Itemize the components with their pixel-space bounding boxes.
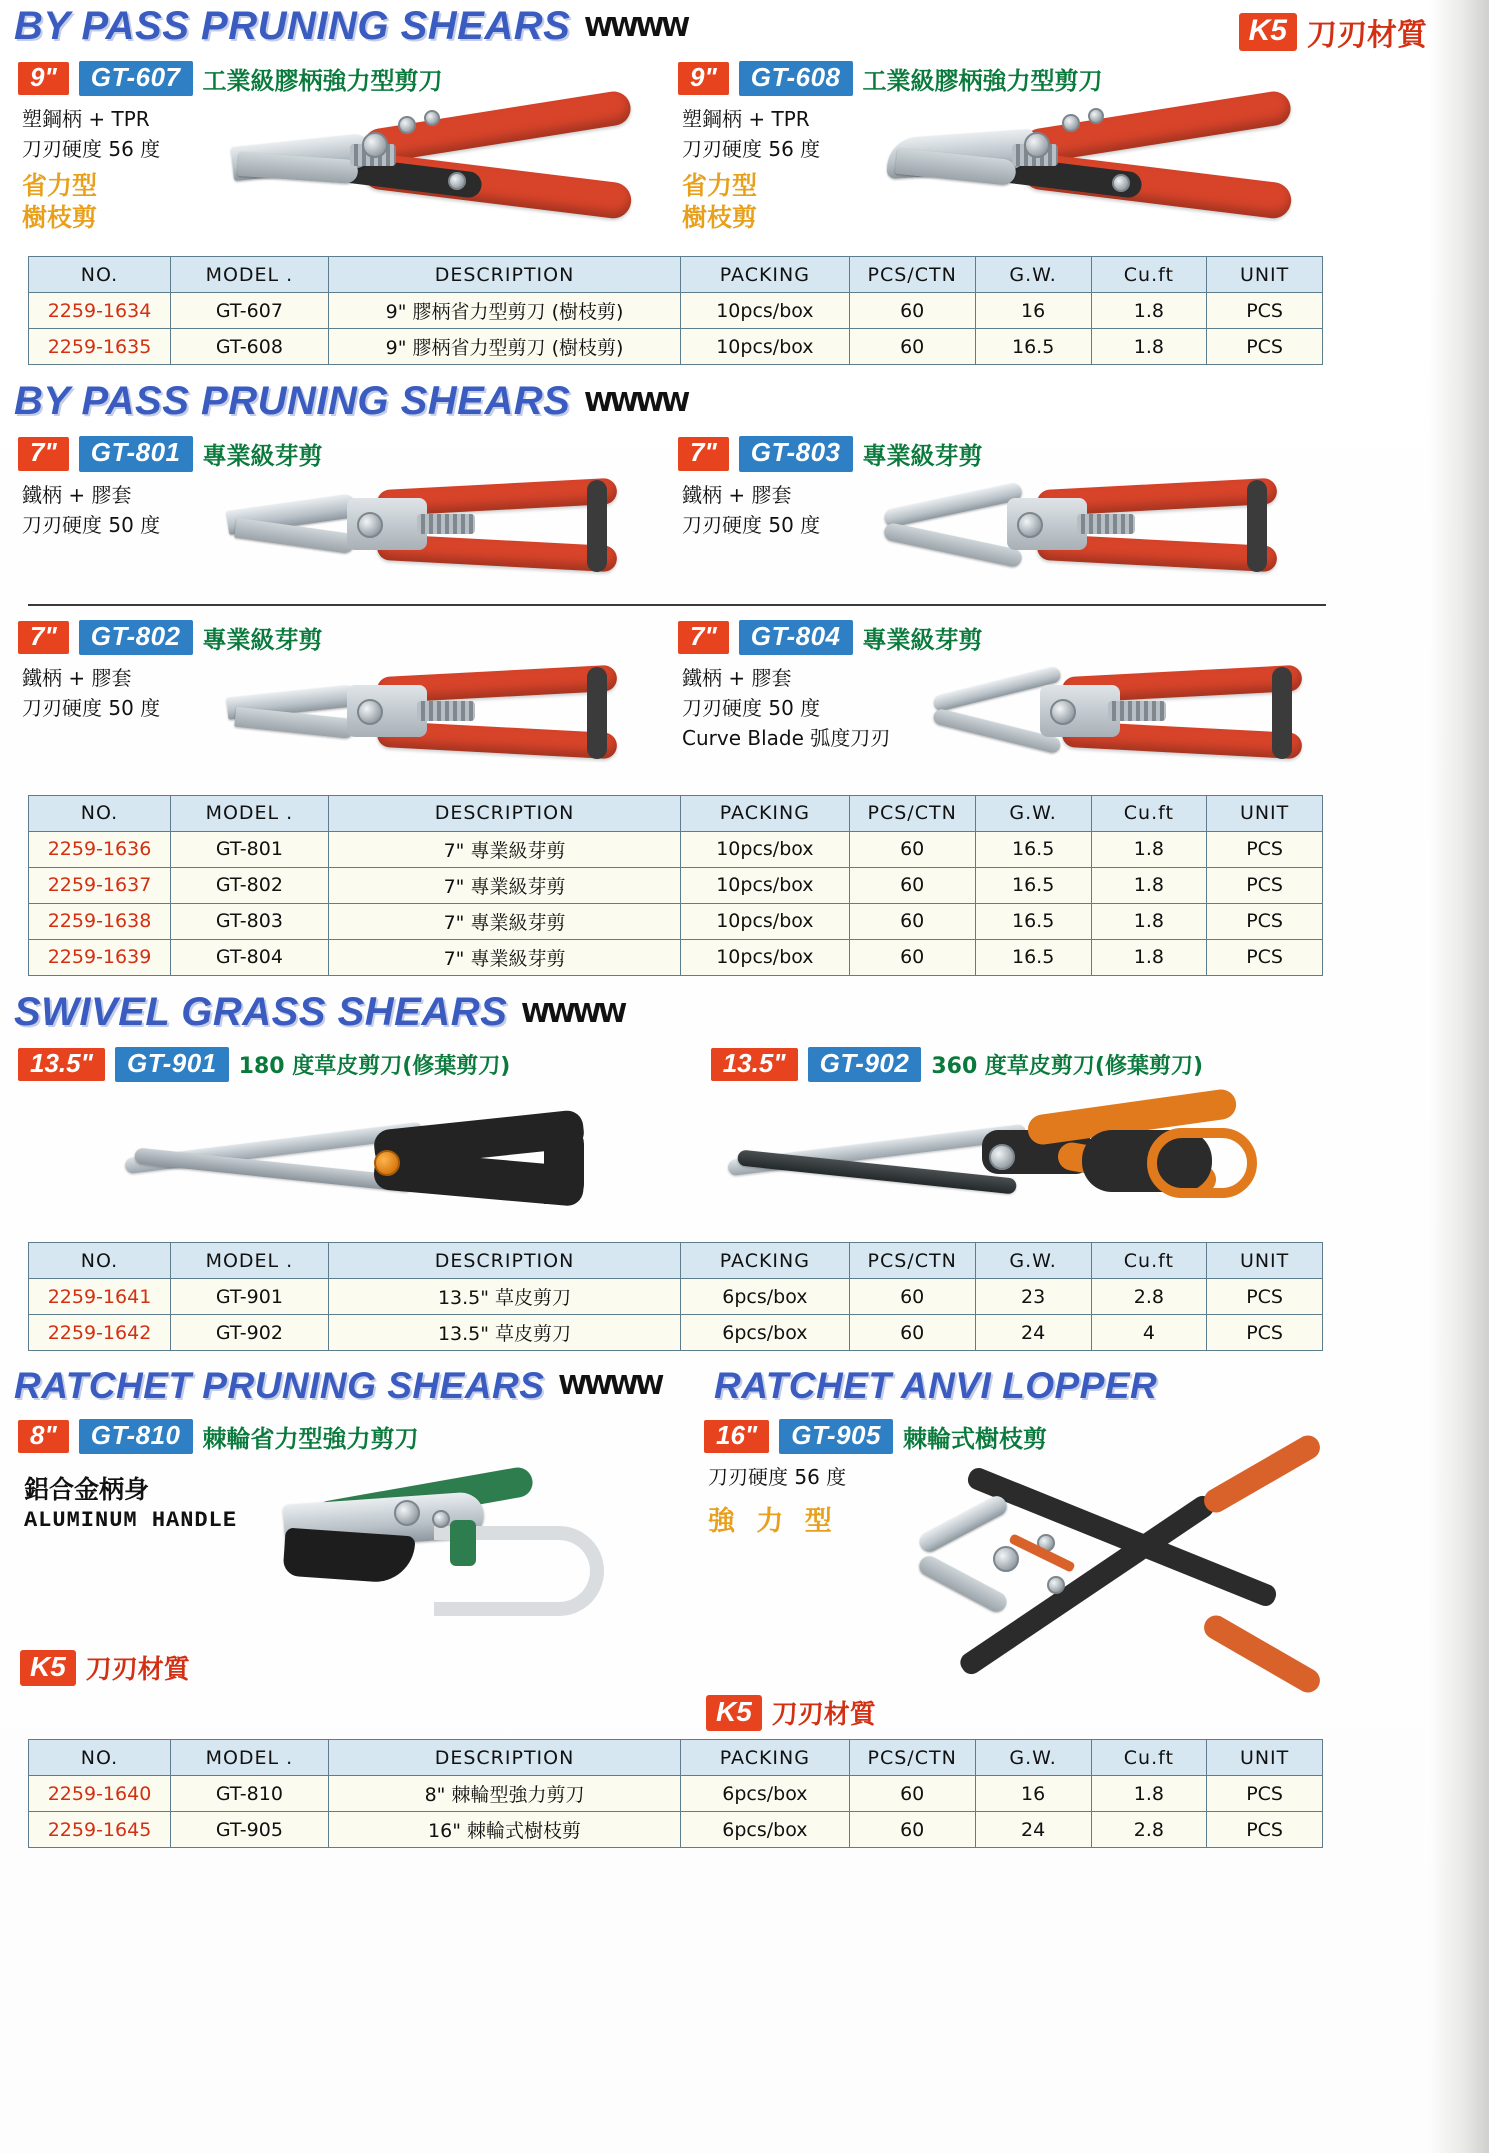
cell-packing: 6pcs/box — [681, 1812, 849, 1848]
product-image-gt-801 — [217, 474, 647, 594]
table-row — [29, 293, 1323, 329]
product-gt-905 — [700, 1413, 1340, 1731]
cell-cuft: 2.8 — [1091, 1279, 1207, 1315]
table-row — [29, 939, 1323, 975]
th-pcs-ctn: PCS/CTN — [849, 1740, 975, 1776]
table-row — [29, 1315, 1323, 1351]
product-columns — [14, 1413, 1340, 1731]
size-badge: 7" — [18, 437, 69, 470]
cell-model: GT-804 — [171, 939, 329, 975]
product-image-gt-607 — [212, 98, 642, 248]
cell-unit: PCS — [1207, 903, 1323, 939]
cell-no: 2259-1635 — [29, 329, 171, 365]
cell-unit: PCS — [1207, 1279, 1323, 1315]
model-badge: GT-608 — [739, 61, 853, 96]
size-badge: 7" — [678, 437, 729, 470]
cell-pcs: 60 — [849, 1776, 975, 1812]
cell-pcs: 60 — [849, 831, 975, 867]
cell-pcs: 60 — [849, 293, 975, 329]
model-badge: GT-902 — [808, 1047, 922, 1082]
size-badge: 7" — [18, 621, 69, 654]
product-badges — [678, 436, 1334, 471]
spec-line: 鐵柄 + 膠套 — [22, 665, 132, 690]
model-description: 棘輪式樹枝剪 — [902, 1425, 1047, 1454]
th-no: NO. — [29, 1243, 171, 1279]
product-badges — [18, 436, 674, 471]
model-badge: GT-810 — [79, 1419, 193, 1454]
cell-no: 2259-1637 — [29, 867, 171, 903]
cell-pcs: 60 — [849, 1315, 975, 1351]
product-gt-810 — [14, 1413, 700, 1731]
section-heading — [14, 379, 1340, 424]
aluminum-handle-caption — [24, 1470, 254, 1641]
th-no: NO. — [29, 1740, 171, 1776]
product-image-gt-810 — [254, 1456, 684, 1641]
th-model: MODEL . — [171, 795, 329, 831]
model-description: 專業級芽剪 — [862, 442, 983, 471]
th-description: DESCRIPTION — [328, 257, 680, 293]
cell-model: GT-902 — [171, 1315, 329, 1351]
cell-model: GT-810 — [171, 1776, 329, 1812]
cell-cuft: 2.8 — [1091, 1812, 1207, 1848]
th-gw: G.W. — [975, 795, 1091, 831]
cell-model: GT-905 — [171, 1812, 329, 1848]
table-header-row — [29, 795, 1323, 831]
th-unit: UNIT — [1207, 257, 1323, 293]
size-badge: 9" — [678, 62, 729, 95]
spec-line: 刀刃硬度 56 度 — [22, 137, 161, 162]
th-description: DESCRIPTION — [328, 1243, 680, 1279]
th-gw: G.W. — [975, 1740, 1091, 1776]
product-badges — [678, 620, 1334, 655]
model-badge: GT-607 — [79, 61, 193, 96]
cell-packing: 6pcs/box — [681, 1315, 849, 1351]
cell-packing: 10pcs/box — [681, 867, 849, 903]
cell-model: GT-803 — [171, 903, 329, 939]
spec-line: 塑鋼柄 + TPR — [682, 107, 810, 132]
product-badges — [704, 1419, 1340, 1454]
spec-line: Curve Blade 弧度刀刃 — [682, 725, 891, 750]
th-pcs-ctn: PCS/CTN — [849, 1243, 975, 1279]
cell-no: 2259-1645 — [29, 1812, 171, 1848]
size-badge: 7" — [678, 621, 729, 654]
table-header-row — [29, 1740, 1323, 1776]
product-gt-803 — [674, 430, 1334, 593]
section-title: RATCHET ANVI LOPPER — [714, 1365, 1158, 1407]
th-model: MODEL . — [171, 1740, 329, 1776]
model-description: 專業級芽剪 — [202, 442, 323, 471]
th-packing: PACKING — [681, 1740, 849, 1776]
section-title: BY PASS PRUNING SHEARS — [14, 4, 571, 48]
product-badges — [711, 1047, 1340, 1082]
section-bypass-7 — [14, 379, 1340, 976]
th-pcs-ctn: PCS/CTN — [849, 257, 975, 293]
table-row — [29, 903, 1323, 939]
cell-cuft: 1.8 — [1091, 831, 1207, 867]
th-cuft: Cu.ft — [1091, 795, 1207, 831]
table-row — [29, 1812, 1323, 1848]
product-spec — [22, 663, 217, 787]
cell-cuft: 4 — [1091, 1315, 1207, 1351]
cell-packing: 6pcs/box — [681, 1776, 849, 1812]
cell-packing: 10pcs/box — [681, 831, 849, 867]
th-no: NO. — [29, 257, 171, 293]
spec-line: 鐵柄 + 膠套 — [682, 482, 792, 507]
cell-packing: 10pcs/box — [681, 903, 849, 939]
highlight-line: 樹枝剪 — [22, 202, 98, 232]
cell-no: 2259-1638 — [29, 903, 171, 939]
product-spec — [682, 480, 877, 594]
product-image-gt-802 — [217, 657, 647, 787]
scan-edge — [1429, 0, 1489, 2153]
k5-label: 刀刃材質 — [771, 1700, 876, 1731]
highlight-line: 樹枝剪 — [682, 202, 758, 232]
cell-gw: 16 — [975, 293, 1091, 329]
section-title: BY PASS PRUNING SHEARS — [14, 379, 571, 424]
section-divider — [28, 604, 1326, 606]
cell-description: 8" 棘輪型強力剪刀 — [328, 1776, 680, 1812]
product-image-gt-803 — [877, 474, 1307, 594]
product-image-gt-804 — [932, 657, 1322, 787]
th-packing: PACKING — [681, 1243, 849, 1279]
k5-label: 刀刃材質 — [85, 1655, 190, 1686]
product-columns — [14, 1041, 1340, 1234]
cell-pcs: 60 — [849, 939, 975, 975]
th-no: NO. — [29, 795, 171, 831]
spec-table-bypass-7 — [28, 795, 1323, 976]
cell-cuft: 1.8 — [1091, 903, 1207, 939]
cell-cuft: 1.8 — [1091, 1776, 1207, 1812]
k5-logo-left — [20, 1649, 700, 1686]
spec-line: 刀刃硬度 50 度 — [22, 695, 161, 720]
cell-unit: PCS — [1207, 867, 1323, 903]
model-description: 棘輪省力型強力剪刀 — [202, 1425, 419, 1454]
th-model: MODEL . — [171, 257, 329, 293]
cell-model: GT-802 — [171, 867, 329, 903]
cell-no: 2259-1640 — [29, 1776, 171, 1812]
th-gw: G.W. — [975, 1243, 1091, 1279]
product-image-gt-608 — [872, 98, 1302, 248]
zigzag-decoration: WWWW — [558, 1371, 662, 1402]
cell-gw: 16.5 — [975, 329, 1091, 365]
cell-cuft: 1.8 — [1091, 939, 1207, 975]
product-image-gt-902 — [727, 1084, 1287, 1234]
section-bypass-9 — [14, 4, 1340, 365]
size-badge: 13.5" — [18, 1048, 105, 1081]
section-heading-row — [14, 1365, 1340, 1413]
k5-mark: K5 — [20, 1650, 76, 1686]
cell-pcs: 60 — [849, 329, 975, 365]
product-spec — [682, 663, 932, 787]
zigzag-decoration: WWWW — [521, 998, 625, 1029]
zigzag-decoration: WWWW — [584, 13, 688, 43]
cell-unit: PCS — [1207, 939, 1323, 975]
cell-unit: PCS — [1207, 831, 1323, 867]
cell-gw: 16.5 — [975, 831, 1091, 867]
product-gt-804 — [674, 614, 1334, 787]
product-image-gt-901 — [124, 1084, 684, 1234]
product-columns — [14, 55, 1340, 248]
cell-unit: PCS — [1207, 1812, 1323, 1848]
table-row — [29, 1776, 1323, 1812]
model-badge: GT-801 — [79, 436, 193, 471]
product-spec — [708, 1462, 897, 1686]
cell-cuft: 1.8 — [1091, 867, 1207, 903]
cell-no: 2259-1634 — [29, 293, 171, 329]
cell-gw: 24 — [975, 1315, 1091, 1351]
highlight-line: 省力型 — [682, 171, 758, 201]
cell-cuft: 1.8 — [1091, 329, 1207, 365]
th-cuft: Cu.ft — [1091, 257, 1207, 293]
product-spec — [22, 480, 217, 594]
spec-table-ratchet — [28, 1739, 1323, 1848]
model-badge: GT-804 — [739, 620, 853, 655]
caption-chinese: 鋁合金柄身 — [24, 1475, 150, 1505]
spec-line: 鐵柄 + 膠套 — [22, 482, 132, 507]
spec-line: 鐵柄 + 膠套 — [682, 665, 792, 690]
product-badges — [18, 1047, 707, 1082]
zigzag-decoration: WWWW — [584, 388, 688, 419]
cell-gw: 23 — [975, 1279, 1091, 1315]
product-spec — [682, 104, 872, 248]
cell-no: 2259-1636 — [29, 831, 171, 867]
model-badge: GT-901 — [115, 1047, 229, 1082]
product-gt-902 — [707, 1041, 1340, 1234]
model-description: 專業級芽剪 — [862, 625, 983, 654]
cell-model: GT-801 — [171, 831, 329, 867]
cell-unit: PCS — [1207, 293, 1323, 329]
product-badges — [18, 1419, 700, 1454]
th-gw: G.W. — [975, 257, 1091, 293]
table-row — [29, 867, 1323, 903]
product-badges — [18, 61, 674, 96]
cell-gw: 24 — [975, 1812, 1091, 1848]
cell-description: 7" 專業級芽剪 — [328, 831, 680, 867]
cell-cuft: 1.8 — [1091, 293, 1207, 329]
table-header-row — [29, 1243, 1323, 1279]
highlight-line: 省力型 — [22, 171, 98, 201]
product-gt-901 — [14, 1041, 707, 1234]
spec-line: 刀刃硬度 56 度 — [682, 137, 821, 162]
cell-pcs: 60 — [849, 1279, 975, 1315]
product-columns — [14, 614, 1340, 787]
cell-unit: PCS — [1207, 329, 1323, 365]
cell-description: 7" 專業級芽剪 — [328, 939, 680, 975]
spec-line: 刀刃硬度 50 度 — [22, 512, 161, 537]
section-heading — [14, 990, 1340, 1035]
th-description: DESCRIPTION — [328, 1740, 680, 1776]
spec-line: 刀刃硬度 56 度 — [708, 1465, 847, 1490]
cell-description: 16" 棘輪式樹枝剪 — [328, 1812, 680, 1848]
table-row — [29, 329, 1323, 365]
th-packing: PACKING — [681, 257, 849, 293]
cell-no: 2259-1642 — [29, 1315, 171, 1351]
section-title: RATCHET PRUNING SHEARS — [14, 1365, 545, 1407]
cell-model: GT-901 — [171, 1279, 329, 1315]
th-description: DESCRIPTION — [328, 795, 680, 831]
product-gt-607 — [14, 55, 674, 248]
k5-label: 刀刃材質 — [1307, 18, 1427, 53]
size-badge: 13.5" — [711, 1048, 798, 1081]
caption-english: ALUMINUM HANDLE — [24, 1508, 238, 1534]
product-gt-608 — [674, 55, 1334, 248]
cell-pcs: 60 — [849, 867, 975, 903]
cell-packing: 10pcs/box — [681, 293, 849, 329]
th-packing: PACKING — [681, 795, 849, 831]
spec-line: 刀刃硬度 50 度 — [682, 695, 821, 720]
section-heading — [14, 4, 1340, 49]
product-spec — [22, 104, 212, 248]
cell-description: 13.5" 草皮剪刀 — [328, 1315, 680, 1351]
cell-description: 7" 專業級芽剪 — [328, 903, 680, 939]
th-cuft: Cu.ft — [1091, 1740, 1207, 1776]
cell-unit: PCS — [1207, 1776, 1323, 1812]
cell-gw: 16 — [975, 1776, 1091, 1812]
model-description: 180 度草皮剪刀(修葉剪刀) — [238, 1054, 511, 1080]
k5-mark: K5 — [1239, 13, 1297, 51]
cell-packing: 10pcs/box — [681, 329, 849, 365]
cell-no: 2259-1641 — [29, 1279, 171, 1315]
model-badge: GT-803 — [739, 436, 853, 471]
product-badges — [18, 620, 674, 655]
th-model: MODEL . — [171, 1243, 329, 1279]
model-badge: GT-905 — [779, 1419, 893, 1454]
cell-description: 13.5" 草皮剪刀 — [328, 1279, 680, 1315]
table-header-row — [29, 257, 1323, 293]
product-badges — [678, 61, 1334, 96]
th-cuft: Cu.ft — [1091, 1243, 1207, 1279]
th-unit: UNIT — [1207, 795, 1323, 831]
cell-description: 7" 專業級芽剪 — [328, 867, 680, 903]
model-badge: GT-802 — [79, 620, 193, 655]
section-swivel-grass — [14, 990, 1340, 1351]
spec-table-bypass-9 — [28, 256, 1323, 365]
product-image-gt-905 — [897, 1456, 1340, 1686]
cell-packing: 10pcs/box — [681, 939, 849, 975]
spec-table-swivel-grass — [28, 1242, 1323, 1351]
cell-unit: PCS — [1207, 1315, 1323, 1351]
cell-gw: 16.5 — [975, 867, 1091, 903]
model-description: 專業級芽剪 — [202, 625, 323, 654]
cell-packing: 6pcs/box — [681, 1279, 849, 1315]
cell-pcs: 60 — [849, 903, 975, 939]
table-row — [29, 1279, 1323, 1315]
cell-gw: 16.5 — [975, 903, 1091, 939]
size-badge: 8" — [18, 1420, 69, 1453]
size-badge: 16" — [704, 1420, 769, 1453]
th-pcs-ctn: PCS/CTN — [849, 795, 975, 831]
cell-no: 2259-1639 — [29, 939, 171, 975]
cell-description: 9" 膠柄省力型剪刀 (樹枝剪) — [328, 293, 680, 329]
cell-description: 9" 膠柄省力型剪刀 (樹枝剪) — [328, 329, 680, 365]
section-heading-left — [14, 1365, 714, 1407]
product-columns — [14, 430, 1340, 593]
section-ratchet — [14, 1365, 1340, 1848]
cell-model: GT-607 — [171, 293, 329, 329]
product-gt-801 — [14, 430, 674, 593]
model-description: 360 度草皮剪刀(修葉剪刀) — [931, 1054, 1204, 1080]
spec-line: 刀刃硬度 50 度 — [682, 512, 821, 537]
k5-logo-right — [706, 1694, 1340, 1731]
product-gt-802 — [14, 614, 674, 787]
cell-gw: 16.5 — [975, 939, 1091, 975]
table-row — [29, 831, 1323, 867]
section-heading-right — [714, 1365, 1157, 1407]
th-unit: UNIT — [1207, 1740, 1323, 1776]
k5-mark: K5 — [706, 1695, 762, 1731]
spec-line: 塑鋼柄 + TPR — [22, 107, 150, 132]
size-badge: 9" — [18, 62, 69, 95]
cell-model: GT-608 — [171, 329, 329, 365]
section-title: SWIVEL GRASS SHEARS — [14, 989, 508, 1034]
th-unit: UNIT — [1207, 1243, 1323, 1279]
highlight-line: 強 力 型 — [708, 1506, 838, 1538]
cell-pcs: 60 — [849, 1812, 975, 1848]
model-description: 工業級膠柄強力型剪刀 — [202, 67, 443, 96]
model-description: 工業級膠柄強力型剪刀 — [862, 67, 1103, 96]
